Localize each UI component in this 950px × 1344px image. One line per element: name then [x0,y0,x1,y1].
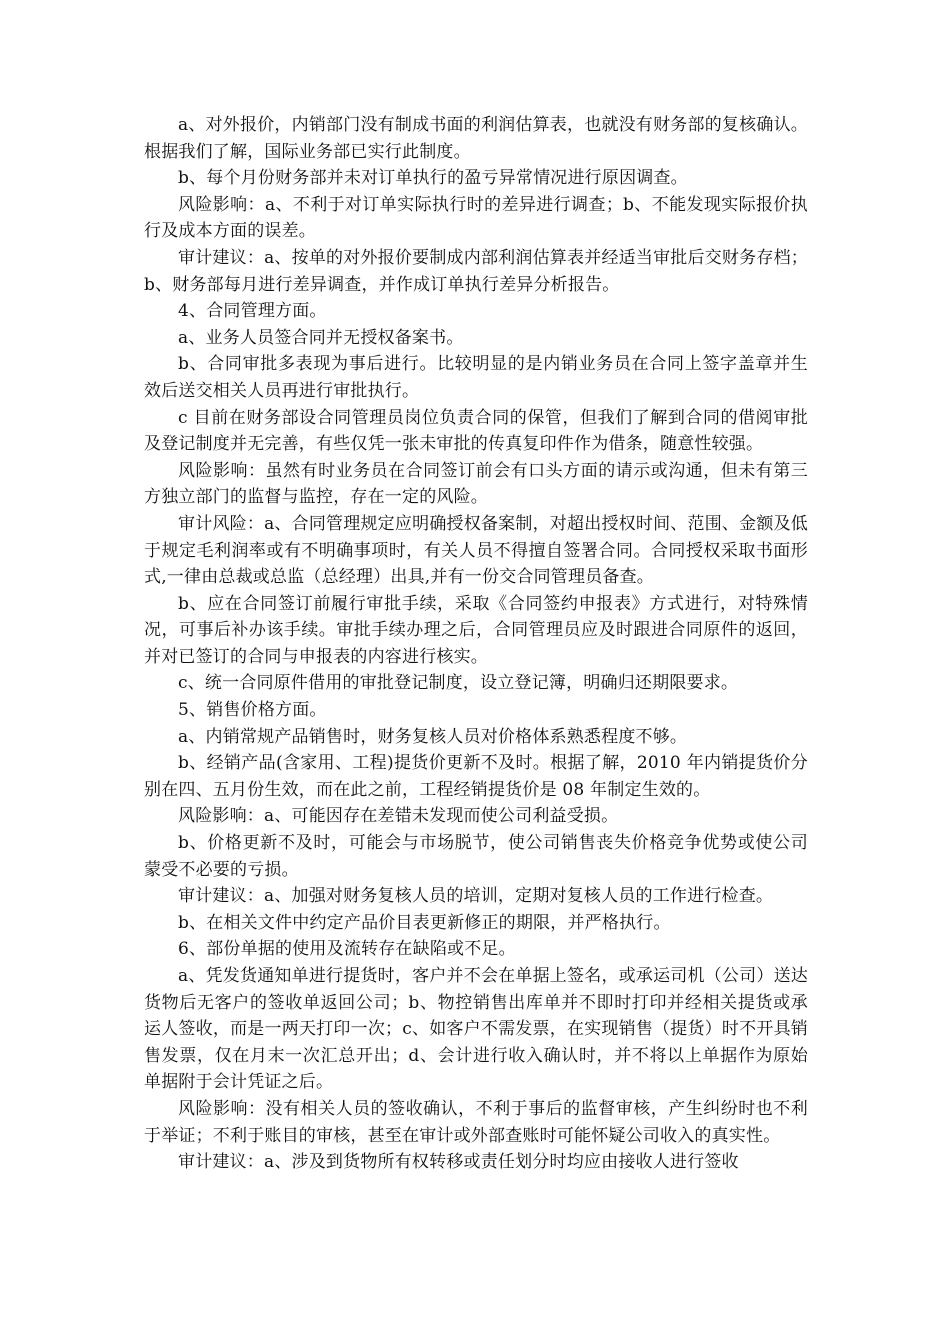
document-body [144,112,808,1176]
paragraph-risk-impact-contracts: 风险影响：虽然有时业务员在合同签订前会有口头方面的请示或沟通，但未有第三方独立部门的监督与监控，存在一定的风险。 [144,460,808,508]
paragraph-price-update-delay: b、经销产品(含家用、工程)提货价更新不及时。根据了解，2010 年内销提货价分别在四、五月份生效，而在此之前，工程经销提货价是 08 年制定生效的。 [144,753,808,800]
paragraph-risk-impact-price-b: b、价格更新不及时，可能会与市场脱节，使公司销售丧失价格竞争优势或使公司蒙受不必要的亏损。 [144,833,808,880]
paragraph-risk-impact-documents: 风险影响：没有相关人员的签收确认，不利于事后的监督审核，产生纠纷时也不利于举证；不利于账目的审核，甚至在审计或外部查账时可能怀疑公司收入的真实性。 [144,1098,808,1146]
section-heading-contract-management: 4、合同管理方面。 [178,301,327,322]
paragraph-contract-custody: c 目前在财务部设合同管理员岗位负责合同的保管，但我们了解到合同的借阅审批及登记制度并无完善，有些仅凭一张未审批的传真复印件作为借条，随意性较强。 [144,407,808,455]
paragraph-price-familiarity: a、内销常规产品销售时，财务复核人员对价格体系熟悉程度不够。 [178,726,688,747]
paragraph-quote-no-report: a、对外报价，内销部门没有制成书面的利润估算表，也就没有财务部的复核确认。根据我们了解，国际业务部已实行此制度。 [144,115,808,162]
paragraph-audit-advice-orders: 审计建议：a、按单的对外报价要制成内部利润估算表并经适当审批后交财务存档；b、财务部每月进行差异调查，并作成订单执行差异分析报告。 [144,247,808,295]
paragraph-no-authorization: a、业务人员签合同并无授权备案书。 [178,327,464,348]
paragraph-price-list-update: b、在相关文件中约定产品价目表更新修正的期限，并严格执行。 [178,912,671,933]
paragraph-document-flow-issues: a、凭发货通知单进行提货时，客户并不会在单据上签名，或承运司机（公司）送达货物后无客户的签收单返回公司；b、物控销售出库单并不即时打印并经相关提货或承运人签收，而是一两天打印一次；c、如客户不需发票，在实现销售（提货）时不开具销售发票，仅在月末一次汇总开出；d、会计进行收入确认时，并不将以上单据作为原始单据附于会计凭证之后。 [144,966,808,1093]
paragraph-audit-advice-documents: 审计建议：a、涉及到货物所有权转移或责任划分时均应由接收人进行签收 [178,1152,739,1173]
paragraph-risk-impact-orders: 风险影响：a、不利于对订单实际执行时的差异进行调查；b、不能发现实际报价执行及成本方面的误差。 [144,194,808,242]
paragraph-pre-signing-approval: b、应在合同签订前履行审批手续，采取《合同签约申报表》方式进行，对特殊情况，可事后补办该手续。审批手续办理之后，合同管理员应及时跟进合同原件的返回，并对已签订的合同与申报表的内容进行核实。 [144,593,808,667]
paragraph-risk-impact-price-a: 风险影响：a、可能因存在差错未发现而使公司利益受损。 [178,806,619,827]
paragraph-audit-risk-contracts: 审计风险：a、合同管理规定应明确授权备案制，对超出授权时间、范围、金额及低于规定毛利润率或有不明确事项时，有关人员不得擅自签署合同。合同授权采取书面形式,一律由总裁或总监（总经理）出具,并有一份交合同管理员备查。 [144,513,808,588]
paragraph-borrowing-registration: c、统一合同原件借用的审批登记制度，设立登记簿，明确归还期限要求。 [178,673,739,694]
paragraph-post-approval: b、合同审批多表现为事后进行。比较明显的是内销业务员在合同上签字盖章并生效后送交相关人员再进行审批执行。 [144,354,808,401]
section-heading-documents: 6、部份单据的使用及流转存在缺陷或不足。 [178,939,516,960]
paragraph-monthly-no-investigation: b、每个月份财务部并未对订单执行的盈亏异常情况进行原因调查。 [178,168,688,189]
paragraph-audit-advice-training: 审计建议：a、加强对财务复核人员的培训，定期对复核人员的工作进行检查。 [178,886,774,907]
section-heading-sales-price: 5、销售价格方面。 [178,700,327,721]
